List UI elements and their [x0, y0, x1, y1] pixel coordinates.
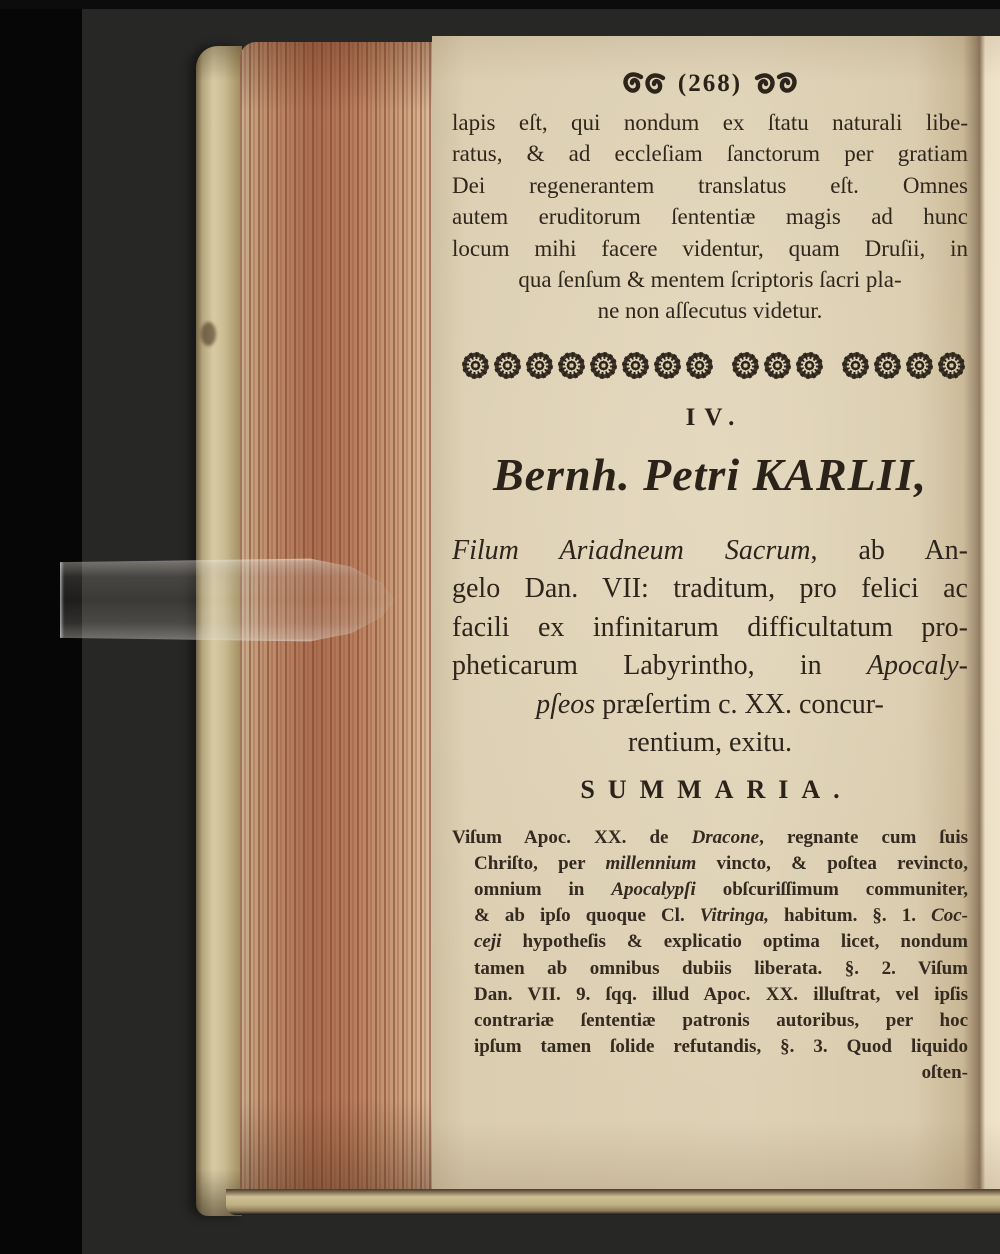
text-segment: Apocaly- [866, 650, 968, 682]
text-line [452, 138, 968, 169]
text-segment: habitum. §. 1. [768, 905, 932, 927]
rosette-icon [906, 352, 933, 379]
text-line [452, 825, 968, 851]
rosette-icon [462, 352, 489, 379]
body-paragraph [452, 107, 968, 327]
section-number: IV. [685, 403, 744, 431]
text-line [452, 647, 968, 686]
rosette-icon [732, 352, 759, 379]
page-number: (268) [677, 70, 743, 97]
rosette-icon [874, 352, 901, 379]
text-line [452, 233, 968, 264]
text-segment: Dei regenerantem translatus eſt. Omnes [452, 172, 968, 198]
text-segment: ratus, & ad eccleſiam ſanctorum per gratiam [452, 141, 968, 167]
text-segment: lapis eſt, qui nondum ex ſtatu naturali libe- [452, 110, 968, 135]
text-segment: præſertim c. XX. concur- [595, 688, 884, 720]
text-segment: Chriſto, per [474, 852, 606, 874]
text-segment: autem eruditorum ſententiæ magis ad hunc [452, 204, 968, 230]
rosette-icon [590, 352, 617, 379]
rosette-icon [558, 352, 585, 379]
text-segment: rentium, exitu. [627, 727, 793, 759]
fleuron-left-icon [620, 70, 666, 98]
text-line [452, 686, 968, 725]
text-segment: ceji [474, 931, 502, 953]
text-line [452, 107, 968, 138]
text-segment: hypotheſis & explicatio optima licet, nondum [501, 931, 968, 953]
text-column [452, 60, 968, 1086]
text-segment: ipſum tamen ſolide refutandis, §. 3. Quod liquido [474, 1036, 968, 1058]
scan-bed-top-edge [0, 0, 1000, 9]
text-line [452, 264, 968, 295]
text-line [452, 570, 968, 609]
text-segment: pheticarum Labyrintho, in [452, 650, 867, 682]
text-segment: Filum Ariadneum Sacrum [452, 534, 811, 566]
text-line [452, 201, 968, 232]
text-segment: Vitringa, [699, 905, 769, 927]
rosette-icon [842, 352, 869, 379]
text-segment: omnium in [474, 879, 612, 901]
ornament-group [729, 356, 825, 373]
text-segment: ne non aſſecutus videtur. [597, 298, 823, 324]
text-segment: Apocalypſi [611, 879, 696, 901]
text-line [452, 877, 968, 903]
text-line [452, 851, 968, 877]
ornament-group [839, 356, 967, 373]
text-line [452, 724, 968, 763]
text-segment: locum mihi facere videntur, quam Druſii, in [452, 235, 968, 261]
rosette-icon [526, 352, 553, 379]
summaria-heading: SUMMARIA. [580, 774, 853, 804]
text-line [452, 956, 968, 982]
text-line [452, 609, 968, 648]
text-segment: & ab ipſo quoque Cl. [474, 905, 700, 927]
text-segment: qua ſenſum & mentem ſcriptoris ſacri pla- [518, 266, 902, 292]
text-line [452, 170, 968, 201]
text-line [452, 903, 968, 929]
bookmark-clip [60, 556, 398, 644]
rosette-icon [622, 352, 649, 379]
text-segment: gelo Dan. VII: traditum, pro felici ac [452, 573, 968, 605]
text-segment: Dracone [691, 826, 760, 848]
text-line [452, 982, 968, 1008]
text-segment: contrariæ ſententiæ patronis autoribus, per hoc [474, 1010, 968, 1032]
text-line [452, 929, 968, 955]
ornament-divider [452, 352, 968, 384]
rosette-icon [764, 352, 791, 379]
text-line [452, 1008, 968, 1034]
catchword: oſten- [921, 1062, 968, 1084]
fleuron-right-icon [754, 70, 800, 98]
running-header [452, 68, 968, 100]
text-segment: Coc- [931, 905, 968, 927]
chapter-title: Bernh. Petri KARLII, [492, 448, 928, 500]
rosette-icon [796, 352, 823, 379]
text-segment: obſcuriſſimum communiter, [695, 879, 968, 901]
text-segment: vincto, & poſtea revincto, [696, 852, 968, 874]
book-page [432, 36, 1000, 1190]
cover-stain [201, 322, 216, 346]
text-line [452, 1034, 968, 1060]
summary-paragraph [452, 825, 968, 1061]
chapter-subtitle [452, 532, 968, 763]
text-segment: Viſum Apoc. XX. de [452, 826, 692, 848]
text-line [452, 532, 968, 571]
text-segment: , ab An- [810, 534, 968, 566]
rosette-icon [686, 352, 713, 379]
rosette-icon [654, 352, 681, 379]
rosette-icon [938, 352, 965, 379]
text-segment: facili ex infinitarum difficultatum pro- [452, 611, 968, 643]
text-line [452, 295, 968, 326]
rosette-icon [494, 352, 521, 379]
text-segment: tamen ab omnibus dubiis liberata. §. 2. Viſum [474, 957, 968, 979]
text-segment: millennium [605, 852, 697, 874]
cover-bottom-edge [226, 1189, 1000, 1215]
text-segment: pſeos [536, 688, 596, 720]
ornament-group [459, 356, 715, 373]
text-segment: , regnante cum ſuis [759, 826, 968, 848]
text-segment: Dan. VII. 9. ſqq. illud Apoc. XX. illuſtrat, vel ipſis [474, 983, 968, 1005]
